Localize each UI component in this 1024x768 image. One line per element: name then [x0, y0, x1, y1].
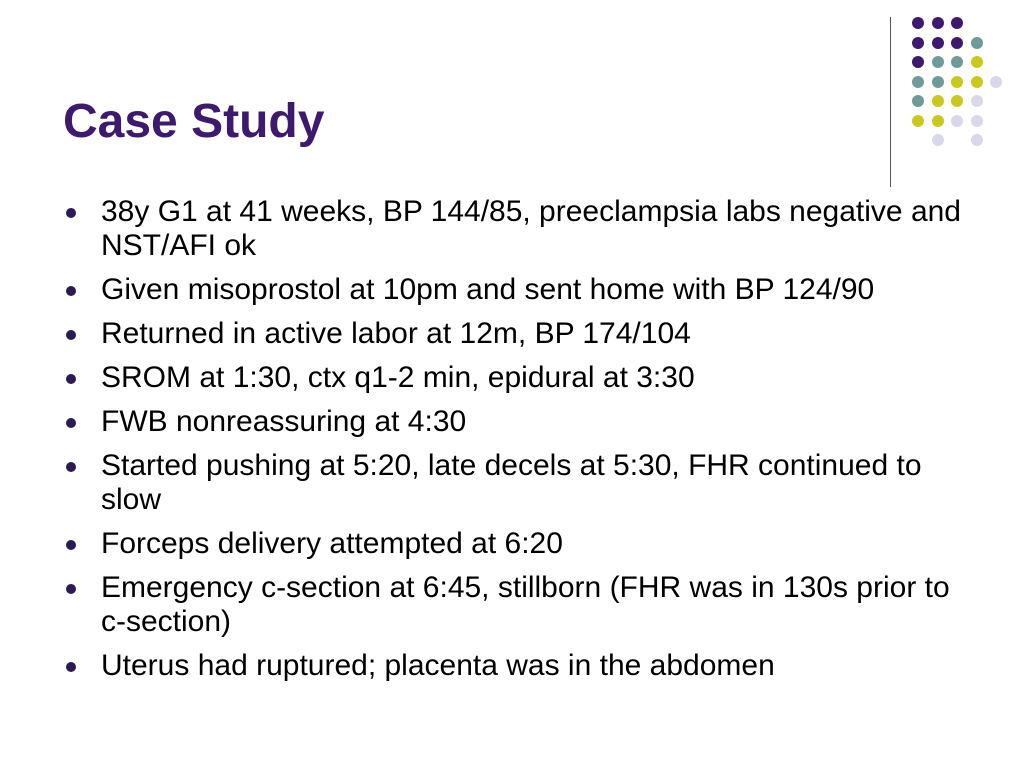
bullet-text: Emergency c-section at 6:45, stillborn (FHR was in 130s prior to c-section): [101, 571, 950, 638]
bullet-item: [63, 571, 963, 639]
decorative-dot: [971, 76, 983, 88]
bullet-list: [63, 195, 963, 693]
bullet-item: [63, 317, 963, 351]
decorative-dot: [932, 56, 944, 68]
bullet-text: Forceps delivery attempted at 6:20: [101, 527, 563, 560]
bullet-marker: [66, 208, 76, 218]
decorative-dot: [951, 115, 963, 127]
decorative-dot: [932, 17, 944, 29]
decorative-dot: [971, 115, 983, 127]
decorative-dot: [912, 115, 924, 127]
bullet-item: [63, 449, 963, 517]
bullet-item: [63, 649, 963, 683]
bullet-marker: [66, 462, 76, 472]
bullet-item: [63, 273, 963, 307]
bullet-text: Started pushing at 5:20, late decels at 5:30, FHR continued to slow: [101, 449, 922, 516]
bullet-marker: [66, 662, 76, 672]
bullet-marker: [66, 418, 76, 428]
decorative-dot: [951, 95, 963, 107]
decorative-dot: [971, 95, 983, 107]
bullet-text: Given misoprostol at 10pm and sent home with BP 124/90: [101, 273, 875, 306]
bullet-text: Returned in active labor at 12m, BP 174/104: [101, 317, 691, 350]
bullet-marker: [66, 374, 76, 384]
bullet-item: [63, 405, 963, 439]
decorative-dot-grid: [0, 0, 1024, 200]
decorative-dot: [971, 37, 983, 49]
decorative-dot: [990, 76, 1002, 88]
decorative-dot: [912, 17, 924, 29]
bullet-item: [63, 195, 963, 263]
decorative-dot: [951, 56, 963, 68]
bullet-text: 38y G1 at 41 weeks, BP 144/85, preeclampsia labs negative and NST/AFI ok: [101, 195, 961, 262]
decorative-dot: [912, 76, 924, 88]
decorative-dot: [912, 37, 924, 49]
slide-title: Case Study: [63, 95, 325, 148]
decorative-dot: [971, 56, 983, 68]
decorative-dot: [951, 17, 963, 29]
bullet-marker: [66, 330, 76, 340]
bullet-text: SROM at 1:30, ctx q1-2 min, epidural at 3:30: [101, 361, 695, 394]
bullet-item: [63, 527, 963, 561]
decorative-dot: [951, 37, 963, 49]
decorative-dot: [932, 95, 944, 107]
bullet-text: FWB nonreassuring at 4:30: [101, 405, 467, 438]
decorative-dot: [932, 76, 944, 88]
bullet-item: [63, 361, 963, 395]
decorative-dot: [912, 95, 924, 107]
decorative-dot: [932, 115, 944, 127]
decorative-dot: [951, 76, 963, 88]
bullet-text: Uterus had ruptured; placenta was in the abdomen: [101, 649, 775, 682]
bullet-marker: [66, 540, 76, 550]
decorative-dot: [932, 37, 944, 49]
decorative-dot: [932, 134, 944, 146]
bullet-marker: [66, 584, 76, 594]
decorative-dot: [912, 56, 924, 68]
decorative-dot: [971, 134, 983, 146]
bullet-marker: [66, 286, 76, 296]
